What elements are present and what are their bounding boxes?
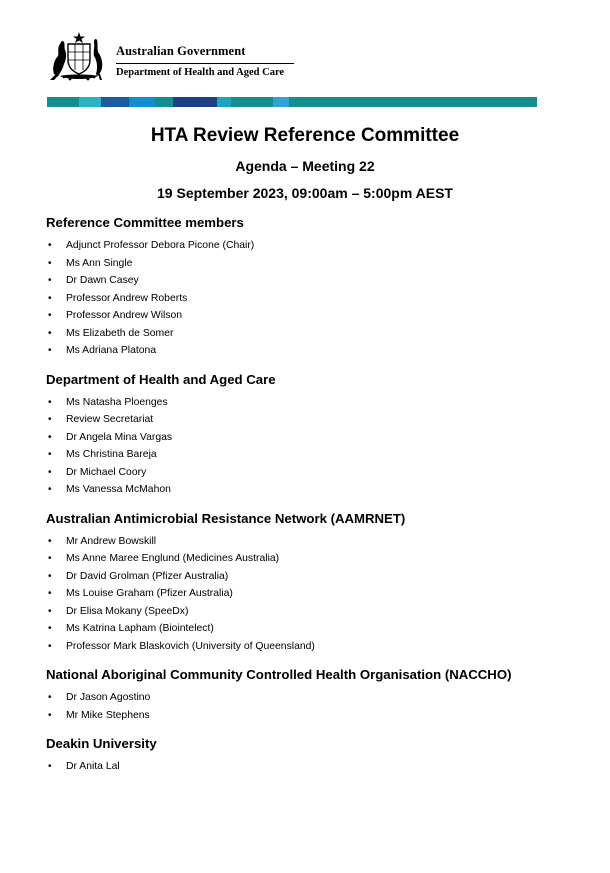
- attendee-list: [46, 533, 576, 656]
- attendee-name: Ms Natasha Ploenges: [66, 396, 168, 408]
- bullet-icon: •: [48, 345, 52, 356]
- bullet-icon: •: [48, 327, 52, 339]
- attendee-name: Dr Dawn Casey: [66, 275, 139, 286]
- bullet-icon: •: [48, 449, 52, 460]
- attendee-list: [46, 394, 576, 499]
- attendee-list: [46, 758, 576, 776]
- attendee-name: Dr Elisa Mokany (SpeeDx): [66, 605, 189, 617]
- list-item: [46, 411, 576, 429]
- band-segment: [273, 97, 289, 107]
- list-item: [46, 429, 576, 447]
- bullet-icon: •: [48, 623, 52, 634]
- list-item: [46, 464, 576, 482]
- attendee-name: Dr Jason Agostino: [66, 692, 151, 703]
- attendee-name: Professor Andrew Wilson: [66, 310, 183, 321]
- list-item: [46, 237, 576, 255]
- list-item: [46, 689, 576, 707]
- attendee-name: Review Secretariat: [66, 414, 154, 425]
- attendee-name: Ms Adriana Platona: [66, 345, 157, 356]
- section-heading: Department of Health and Aged Care: [46, 371, 276, 387]
- list-item: [46, 394, 576, 412]
- decorative-color-band: [47, 97, 537, 107]
- meeting-date: 19 September 2023, 09:00am – 5:00pm AEST: [157, 185, 453, 201]
- list-item: [46, 255, 576, 273]
- list-item: [46, 290, 576, 308]
- page-title: HTA Review Reference Committee: [150, 125, 460, 146]
- section-heading: Reference Committee members: [46, 215, 244, 230]
- list-item: [46, 342, 576, 360]
- bullet-icon: •: [48, 466, 52, 478]
- bullet-icon: •: [48, 570, 52, 582]
- bullet-icon: •: [48, 257, 52, 269]
- list-item: [46, 638, 576, 656]
- list-item: [46, 603, 576, 621]
- bullet-icon: •: [48, 310, 52, 321]
- band-segment: [79, 97, 101, 107]
- band-segment: [217, 97, 231, 107]
- bullet-icon: •: [48, 553, 52, 564]
- org-divider: [116, 63, 294, 64]
- list-item: [46, 585, 576, 603]
- bullet-icon: •: [48, 240, 52, 251]
- attendee-name: Dr Angela Mina Vargas: [66, 431, 173, 443]
- band-segment: [47, 97, 79, 107]
- bullet-icon: •: [48, 605, 52, 617]
- list-item: [46, 568, 576, 586]
- bullet-icon: •: [48, 431, 52, 443]
- list-item: [46, 550, 576, 568]
- document-titles: [0, 124, 610, 202]
- list-item: [46, 620, 576, 638]
- bullet-icon: •: [48, 692, 52, 703]
- attendee-name: Ms Christina Bareja: [66, 449, 157, 460]
- government-header: [48, 30, 348, 88]
- list-item: [46, 446, 576, 464]
- list-item: [46, 481, 576, 499]
- bullet-icon: •: [48, 588, 52, 599]
- org-name: Australian Government: [116, 44, 246, 58]
- attendee-name: Ms Anne Maree Englund (Medicines Australia): [66, 553, 280, 564]
- list-item: [46, 272, 576, 290]
- band-segment: [231, 97, 273, 107]
- attendee-name: Ms Elizabeth de Somer: [66, 327, 174, 339]
- attendee-name: Mr Andrew Bowskill: [66, 535, 157, 547]
- bullet-icon: •: [48, 761, 52, 772]
- band-segment: [173, 97, 217, 107]
- attendee-section: [46, 510, 576, 656]
- attendee-name: Ms Ann Single: [66, 257, 133, 269]
- coat-of-arms-icon: [48, 30, 110, 82]
- department-name: Department of Health and Aged Care: [116, 67, 285, 78]
- bullet-icon: •: [48, 484, 52, 495]
- attendee-list: [46, 237, 576, 360]
- list-item: [46, 533, 576, 551]
- bullet-icon: •: [48, 396, 52, 408]
- attendee-name: Adjunct Professor Debora Picone (Chair): [66, 240, 255, 251]
- band-segment: [155, 97, 173, 107]
- attendee-name: Dr Anita Lal: [66, 761, 120, 772]
- agenda-subtitle: Agenda – Meeting 22: [235, 158, 375, 174]
- band-segment: [289, 97, 537, 107]
- attendee-section: [46, 371, 576, 499]
- bullet-icon: •: [48, 292, 52, 304]
- attendee-list: [46, 689, 576, 724]
- list-item: [46, 707, 576, 725]
- bullet-icon: •: [48, 535, 52, 547]
- government-title-block: [116, 44, 294, 78]
- attendee-sections: [46, 214, 576, 787]
- attendee-name: Professor Mark Blaskovich (University of Queensland): [66, 640, 315, 652]
- section-heading: Deakin University: [46, 736, 157, 751]
- attendee-section: [46, 214, 576, 360]
- attendee-name: Dr David Grolman (Pfizer Australia): [66, 570, 229, 582]
- list-item: [46, 325, 576, 343]
- bullet-icon: •: [48, 640, 52, 652]
- list-item: [46, 307, 576, 325]
- attendee-name: Mr Mike Stephens: [66, 709, 150, 721]
- band-segment: [101, 97, 129, 107]
- section-heading: Australian Antimicrobial Resistance Network (AAMRNET): [46, 510, 406, 526]
- attendee-name: Ms Katrina Lapham (Biointelect): [66, 623, 214, 634]
- band-segment: [129, 97, 155, 107]
- bullet-icon: •: [48, 414, 52, 425]
- attendee-name: Dr Michael Coory: [66, 466, 147, 478]
- attendee-name: Professor Andrew Roberts: [66, 292, 188, 304]
- attendee-section: [46, 666, 576, 724]
- list-item: [46, 758, 576, 776]
- attendee-section: [46, 735, 576, 776]
- attendee-name: Ms Louise Graham (Pfizer Australia): [66, 588, 233, 599]
- bullet-icon: •: [48, 275, 52, 286]
- section-heading: National Aboriginal Community Controlled Health Organisation (NACCHO): [46, 667, 512, 682]
- attendee-name: Ms Vanessa McMahon: [66, 484, 171, 495]
- bullet-icon: •: [48, 709, 52, 721]
